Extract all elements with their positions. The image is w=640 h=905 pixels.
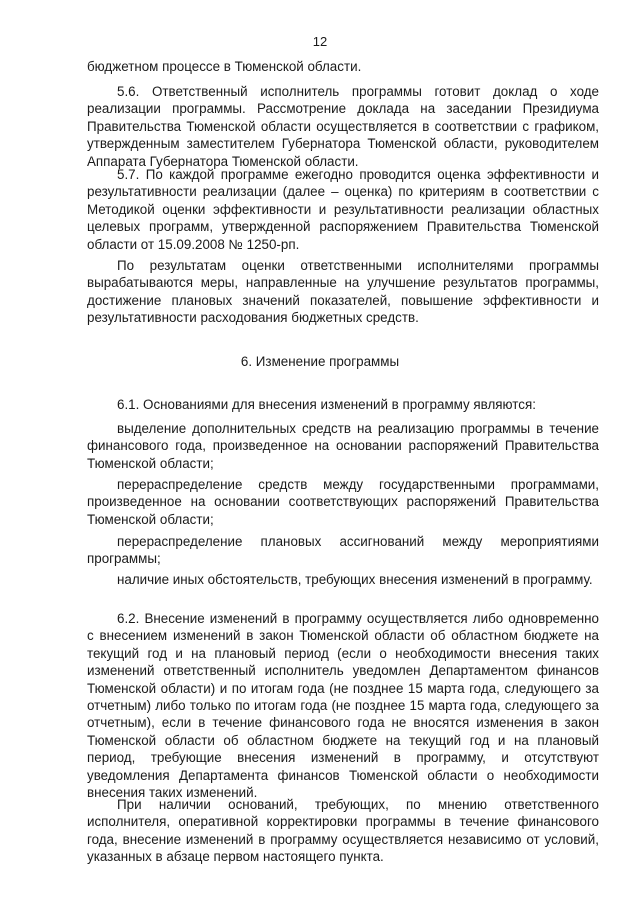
list-item-redistribution-of-allocations: перераспределение плановых ассигнований между мероприятиями программы; bbox=[87, 534, 599, 567]
paragraph-operative-adjustment: При наличии оснований, требующих, по мнению ответственного исполнителя, оперативной корректировки программы в течение финансового года, внесение изменений в программу осуществляется независимо от условий, указанных в абзаце первом настоящего пункта. bbox=[87, 797, 599, 865]
list-item-additional-funds: выделение дополнительных средств на реализацию программы в течение финансового года, произведенное на основании распоряжений Правительства Тюменской области; bbox=[87, 421, 599, 471]
paragraph-5-6: 5.6. Ответственный исполнитель программы готовит доклад о ходе реализации программы. Рассмотрение доклада на заседании Президиума Правительства Тюменской области осуществляется в соответствии с графиком, утвержденным заместителем Губернатора Тюменской области, руководителем Аппарата Губернатора Тюменской области. bbox=[87, 84, 599, 169]
paragraph-6-2: 6.2. Внесение изменений в программу осуществляется либо одновременно с внесением изменений в закон Тюменской области об областном бюджете на текущий год и на плановый период (если о необходимости внесения таких изменений ответственный исполнитель уведомлен Департаментом финансов Тюменской области) и по итогам года (не позднее 15 марта года, следующего за отчетным) либо только по итогам года (не позднее 15 марта года, следующего за отчетным), если в течение финансового года не вносятся изменения в закон Тюменской области об областном бюджете на текущий год и на плановый период, требующие внесения изменений в программу, и отсутствуют уведомления Департамента финансов Тюменской области о необходимости внесения таких изменений. bbox=[87, 611, 599, 801]
paragraph-6-1: 6.1. Основаниями для внесения изменений в программу являются: bbox=[117, 397, 536, 412]
list-item-other-circumstances: наличие иных обстоятельств, требующих внесения изменений в программу. bbox=[117, 572, 593, 587]
paragraph-evaluation-results: По результатам оценки ответственными исполнителями программы вырабатываются меры, направленные на улучшение результатов программы, достижение плановых значений показателей, повышение эффективности и результативности расходования бюджетных средств. bbox=[87, 258, 599, 326]
section-heading: 6. Изменение программы bbox=[240, 354, 400, 369]
list-item-redistribution-between-programs: перераспределение средств между государственными программами, произведенное на основании соответствующих распоряжений Правительства Тюменской области; bbox=[87, 477, 599, 527]
page-number: 12 bbox=[312, 34, 328, 49]
paragraph-continuation: бюджетном процессе в Тюменской области. bbox=[87, 59, 362, 74]
paragraph-5-7: 5.7. По каждой программе ежегодно проводится оценка эффективности и результативности реализации (далее – оценка) по критериям в соответствии с Методикой оценки эффективности и результативности реализации областных целевых программ, утвержденной распоряжением Правительства Тюменской области от 15.09.2008 № 1250-рп. bbox=[87, 167, 599, 252]
